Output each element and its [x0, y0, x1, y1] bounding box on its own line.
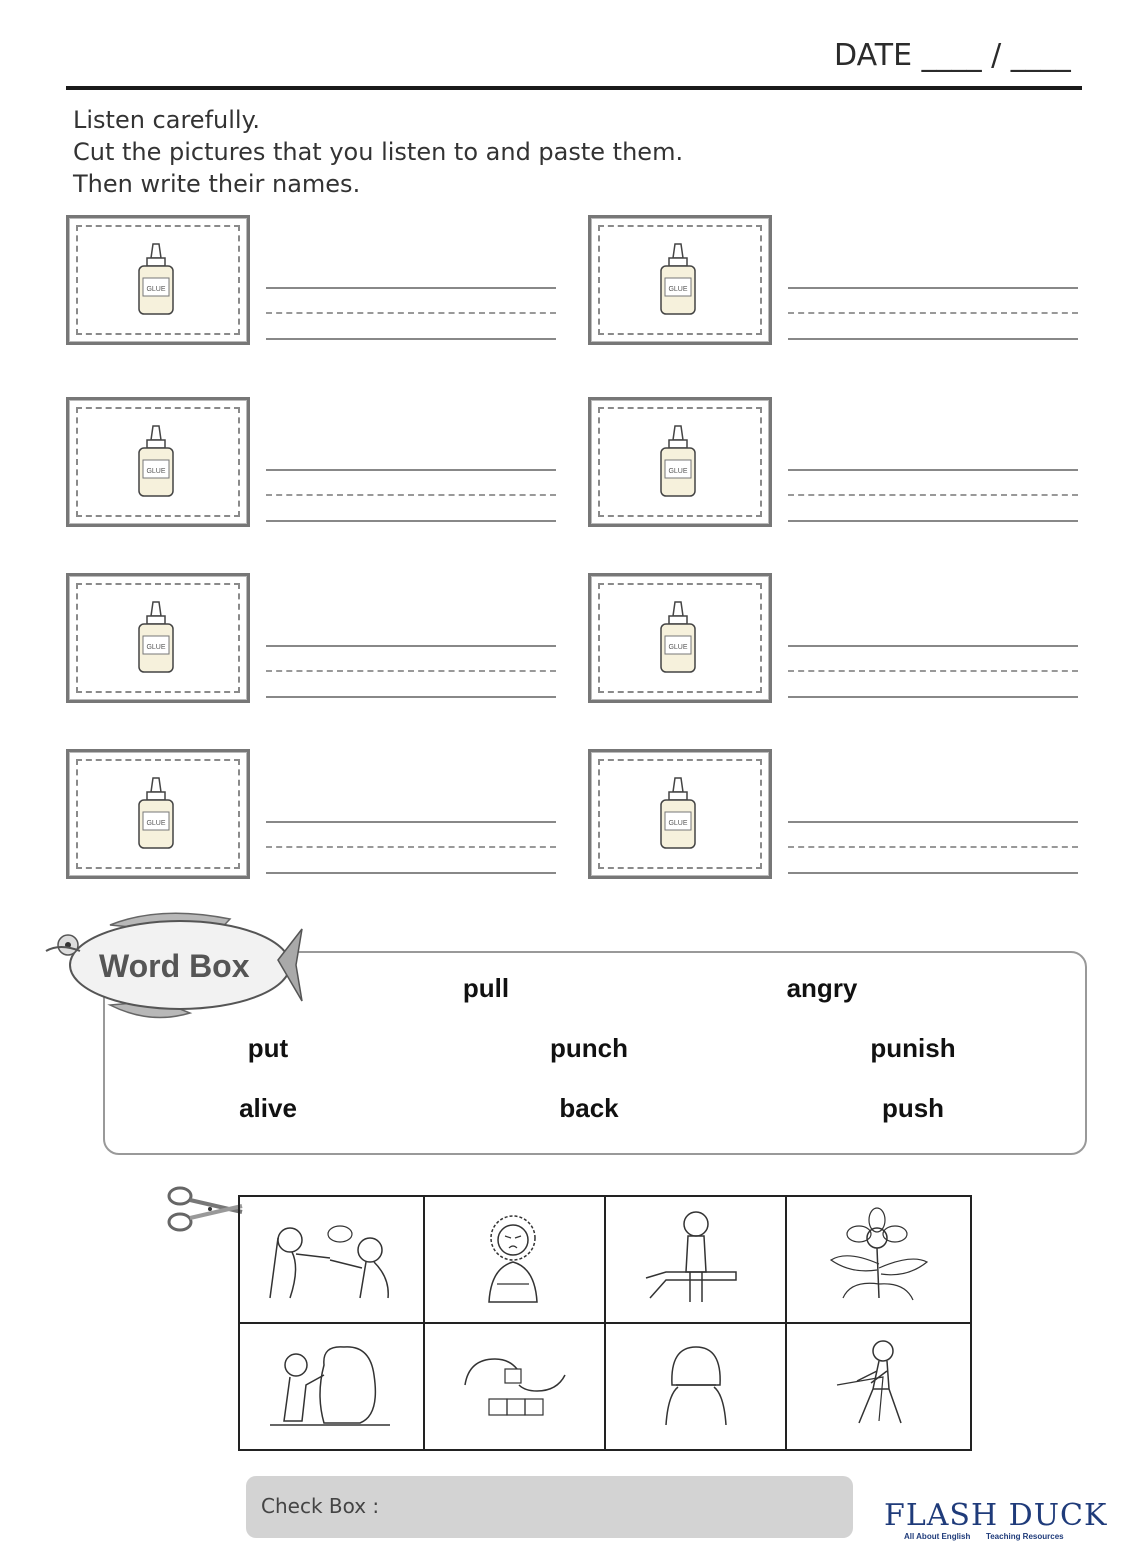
glue-icon [653, 424, 703, 504]
date-label: DATE ____ / ____ [834, 38, 1071, 73]
svg-text:GLUE: GLUE [146, 468, 166, 475]
glue-icon [653, 242, 703, 322]
answer-lines[interactable] [788, 821, 1078, 875]
hands-putting-blocks-icon [425, 1325, 601, 1445]
glue-icon [131, 424, 181, 504]
boy-looking-down-icon [606, 1198, 782, 1318]
word-item: punch [550, 1033, 628, 1063]
paste-slot[interactable] [588, 397, 772, 527]
woman-pushing-bag-icon [240, 1325, 420, 1445]
scissors-icon [166, 1184, 244, 1234]
svg-text:GLUE: GLUE [668, 468, 688, 475]
instruction-line: Listen carefully. [73, 106, 260, 134]
svg-text:GLUE: GLUE [668, 286, 688, 293]
cut-picture[interactable] [239, 1323, 424, 1450]
word-box-title: Word Box [99, 948, 250, 984]
word-item: punish [870, 1033, 956, 1063]
paste-slot[interactable] [66, 573, 250, 703]
answer-lines[interactable] [266, 469, 556, 523]
instruction-line: Cut the pictures that you listen to and paste them. [73, 138, 684, 166]
paste-slot[interactable] [588, 749, 772, 879]
back-of-head-icon [606, 1325, 782, 1445]
cut-picture[interactable] [239, 1196, 424, 1323]
glue-icon [131, 776, 181, 856]
glue-icon [653, 600, 703, 680]
check-box-label: Check Box : [261, 1494, 380, 1518]
answer-lines[interactable] [266, 287, 556, 341]
paste-slot[interactable] [66, 397, 250, 527]
logo-tagline: All About English Teaching Resources [904, 1532, 1064, 1541]
cut-picture[interactable] [424, 1196, 605, 1323]
paste-slot[interactable] [66, 749, 250, 879]
cut-picture[interactable] [605, 1196, 786, 1323]
word-item: angry [786, 973, 858, 1003]
cut-out-pictures [238, 1195, 972, 1451]
cut-picture[interactable] [786, 1196, 971, 1323]
paste-slot[interactable] [588, 573, 772, 703]
answer-lines[interactable] [788, 469, 1078, 523]
svg-text:GLUE: GLUE [668, 644, 688, 651]
glue-icon [131, 242, 181, 322]
paste-slot[interactable] [66, 215, 250, 345]
svg-text:GLUE: GLUE [668, 820, 688, 827]
svg-text:GLUE: GLUE [146, 286, 166, 293]
instruction-line: Then write their names. [73, 170, 361, 198]
svg-text:GLUE: GLUE [146, 644, 166, 651]
word-item: pull [462, 973, 510, 1003]
men-arguing-icon [240, 1198, 420, 1318]
word-item: alive [239, 1093, 297, 1123]
answer-lines[interactable] [266, 821, 556, 875]
word-item: back [559, 1093, 619, 1123]
girl-pulling-rope-icon [787, 1325, 967, 1445]
svg-text:GLUE: GLUE [146, 820, 166, 827]
word-item: put [247, 1033, 289, 1063]
angry-girl-icon [425, 1198, 601, 1318]
cut-picture[interactable] [786, 1323, 971, 1450]
glue-icon [653, 776, 703, 856]
instructions [73, 104, 683, 200]
cut-picture[interactable] [605, 1323, 786, 1450]
cut-picture[interactable] [424, 1323, 605, 1450]
flower-icon [787, 1198, 967, 1318]
paste-slot[interactable] [588, 215, 772, 345]
word-item: push [881, 1093, 945, 1123]
check-box[interactable] [246, 1476, 853, 1538]
answer-lines[interactable] [788, 287, 1078, 341]
header-rule [66, 86, 1082, 90]
answer-lines[interactable] [788, 645, 1078, 699]
logo-text: FLASH DUCK [884, 1498, 1108, 1533]
glue-icon [131, 600, 181, 680]
answer-lines[interactable] [266, 645, 556, 699]
